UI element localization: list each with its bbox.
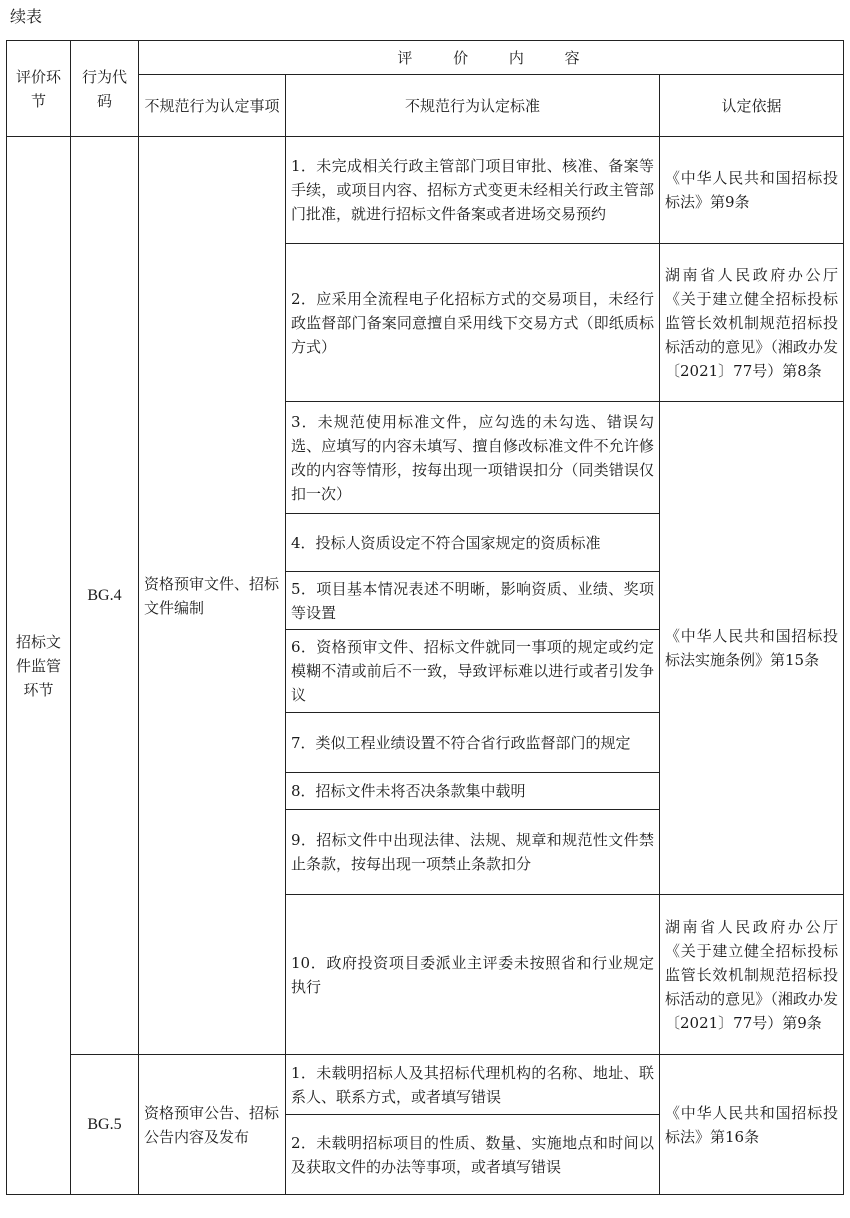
table-caption: 续表 — [10, 7, 43, 26]
basis-cell: 《中华人民共和国招标投标法》第9条 — [660, 137, 844, 244]
phase-cell: 招标文件监管环节 — [7, 137, 71, 1195]
item-cell-bg5: 资格预审公告、招标公告内容及发布 — [139, 1055, 286, 1195]
header-code: 行为代码 — [71, 41, 139, 137]
standard-cell: 2．未载明招标项目的性质、数量、实施地点和时间以及获取文件的办法等事项，或者填写错误 — [286, 1115, 660, 1195]
standard-cell: 4．投标人资质设定不符合国家规定的资质标准 — [286, 514, 660, 572]
evaluation-table — [6, 40, 844, 1195]
standard-cell: 6．资格预审文件、招标文件就同一事项的规定或约定模糊不清或前后不一致，导致评标难以进行或者引发争议 — [286, 630, 660, 713]
standard-cell: 5．项目基本情况表述不明晰，影响资质、业绩、奖项等设置 — [286, 572, 660, 630]
code-cell-bg4: BG.4 — [71, 137, 139, 1055]
standard-cell: 8．招标文件未将否决条款集中载明 — [286, 773, 660, 810]
code-cell-bg5: BG.5 — [71, 1055, 139, 1195]
header-item: 不规范行为认定事项 — [139, 75, 286, 137]
standard-cell: 7．类似工程业绩设置不符合省行政监督部门的规定 — [286, 713, 660, 773]
standard-cell: 10．政府投资项目委派业主评委未按照省和行业规定执行 — [286, 895, 660, 1055]
standard-cell: 1．未载明招标人及其招标代理机构的名称、地址、联系人、联系方式，或者填写错误 — [286, 1055, 660, 1115]
header-content: 评 价 内 容 — [139, 41, 844, 75]
standard-cell: 1．未完成相关行政主管部门项目审批、核准、备案等手续，或项目内容、招标方式变更未经相关行政主管部门批准，就进行招标文件备案或者进场交易预约 — [286, 137, 660, 244]
header-basis: 认定依据 — [660, 75, 844, 137]
basis-cell: 《中华人民共和国招标投标法》第16条 — [660, 1055, 844, 1195]
standard-cell: 2．应采用全流程电子化招标方式的交易项目，未经行政监督部门备案同意擅自采用线下交易方式（即纸质标方式） — [286, 244, 660, 402]
basis-cell: 湖南省人民政府办公厅《关于建立健全招标投标监管长效机制规范招标投标活动的意见》（湘政办发〔2021〕77号）第9条 — [660, 895, 844, 1055]
basis-cell: 《中华人民共和国招标投标法实施条例》第15条 — [660, 402, 844, 895]
table-row — [7, 1055, 844, 1115]
basis-cell: 湖南省人民政府办公厅《关于建立健全招标投标监管长效机制规范招标投标活动的意见》（湘政办发〔2021〕77号）第8条 — [660, 244, 844, 402]
table-row — [7, 137, 844, 244]
header-phase: 评价环节 — [7, 41, 71, 137]
header-standard: 不规范行为认定标准 — [286, 75, 660, 137]
standard-cell: 3．未规范使用标准文件，应勾选的未勾选、错误勾选、应填写的内容未填写、擅自修改标准文件不允许修改的内容等情形，按每出现一项错误扣分（同类错误仅扣一次） — [286, 402, 660, 514]
item-cell-bg4: 资格预审文件、招标文件编制 — [139, 137, 286, 1055]
standard-cell: 9．招标文件中出现法律、法规、规章和规范性文件禁止条款，按每出现一项禁止条款扣分 — [286, 810, 660, 895]
